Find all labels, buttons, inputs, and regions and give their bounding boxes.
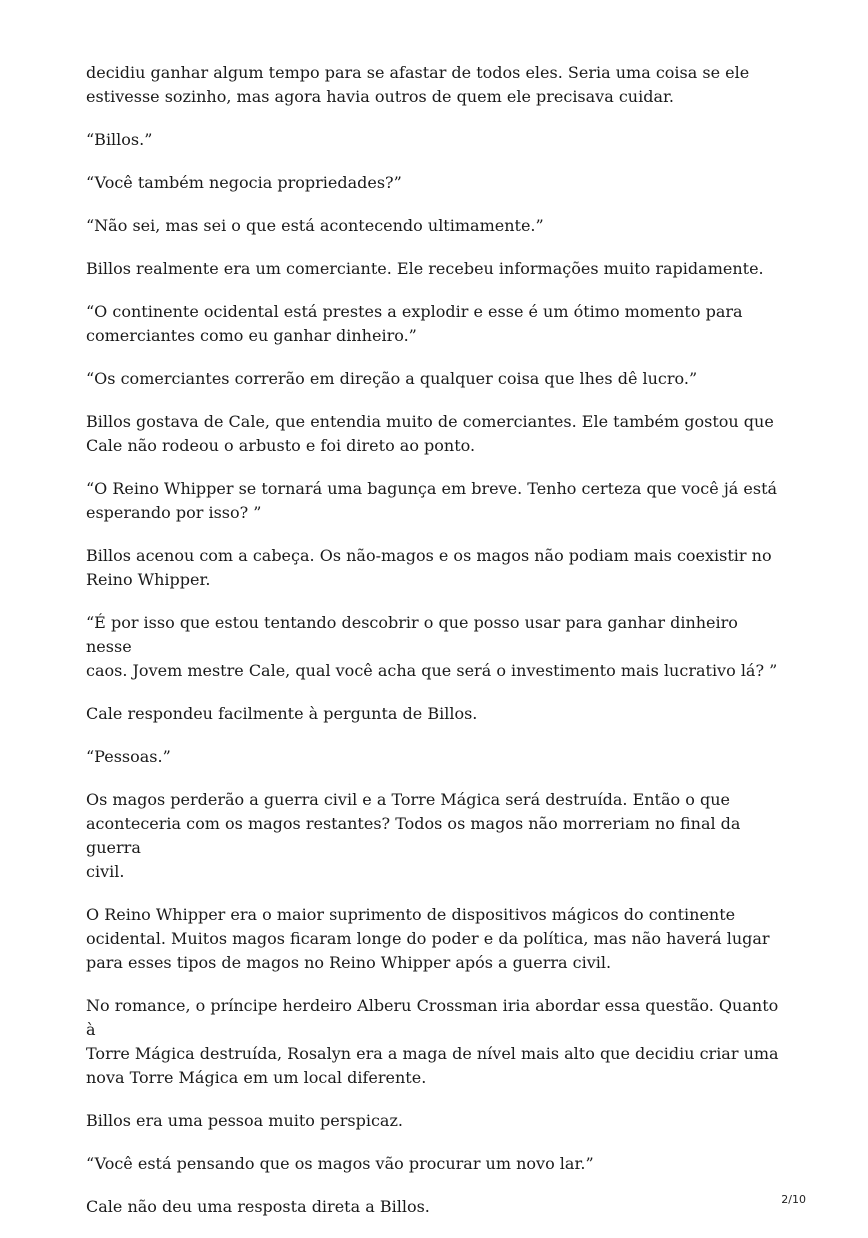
paragraph-18: “Você está pensando que os magos vão procurar um novo lar.” (86, 1154, 594, 1173)
page-number: 2/10 (781, 1193, 806, 1206)
paragraph-10: Billos acenou com a cabeça. Os não-magos e os magos não podiam mais coexistir no Reino Whipper. (86, 546, 772, 589)
paragraph-15: O Reino Whipper era o maior suprimento de dispositivos mágicos do continente ocidental. Muitos magos ficaram longe do poder e da política, mas não haverá lugar para esses tipos de magos no Reino Whipper após a guerra civil. (86, 905, 770, 972)
paragraph-14: Os magos perderão a guerra civil e a Torre Mágica será destruída. Então o que aconteceria com os magos restantes? Todos os magos não morreriam no final da guerra civil. (86, 790, 741, 881)
paragraph-8: Billos gostava de Cale, que entendia muito de comerciantes. Ele também gostou que Cale não rodeou o arbusto e foi direto ao ponto. (86, 412, 774, 455)
paragraph-1: decidiu ganhar algum tempo para se afastar de todos eles. Seria uma coisa se ele estivesse sozinho, mas agora havia outros de quem ele precisava cuidar. (86, 63, 750, 106)
paragraph-11: “É por isso que estou tentando descobrir o que posso usar para ganhar dinheiro nesse caos. Jovem mestre Cale, qual você acha que será o investimento mais lucrativo lá? ” (86, 613, 778, 680)
paragraph-9: “O Reino Whipper se tornará uma bagunça em breve. Tenho certeza que você já está esperando por isso? ” (86, 479, 778, 522)
paragraph-17: Billos era uma pessoa muito perspicaz. (86, 1111, 403, 1130)
paragraph-16: No romance, o príncipe herdeiro Alberu Crossman iria abordar essa questão. Quanto à Torre Mágica destruída, Rosalyn era a maga de nível mais alto que decidiu criar uma nova Torre Mágica em um local diferente. (86, 996, 779, 1087)
paragraph-6: “O continente ocidental está prestes a explodir e esse é um ótimo momento para comerciantes como eu ganhar dinheiro.” (86, 302, 743, 345)
paragraph-5: Billos realmente era um comerciante. Ele recebeu informações muito rapidamente. (86, 259, 764, 278)
document-body (86, 61, 786, 1238)
paragraph-13: “Pessoas.” (86, 747, 171, 766)
paragraph-7: “Os comerciantes correrão em direção a qualquer coisa que lhes dê lucro.” (86, 369, 698, 388)
paragraph-19: Cale não deu uma resposta direta a Billos. (86, 1197, 430, 1216)
paragraph-4: “Não sei, mas sei o que está acontecendo ultimamente.” (86, 216, 544, 235)
paragraph-12: Cale respondeu facilmente à pergunta de Billos. (86, 704, 478, 723)
paragraph-2: “Billos.” (86, 130, 153, 149)
paragraph-3: “Você também negocia propriedades?” (86, 173, 402, 192)
